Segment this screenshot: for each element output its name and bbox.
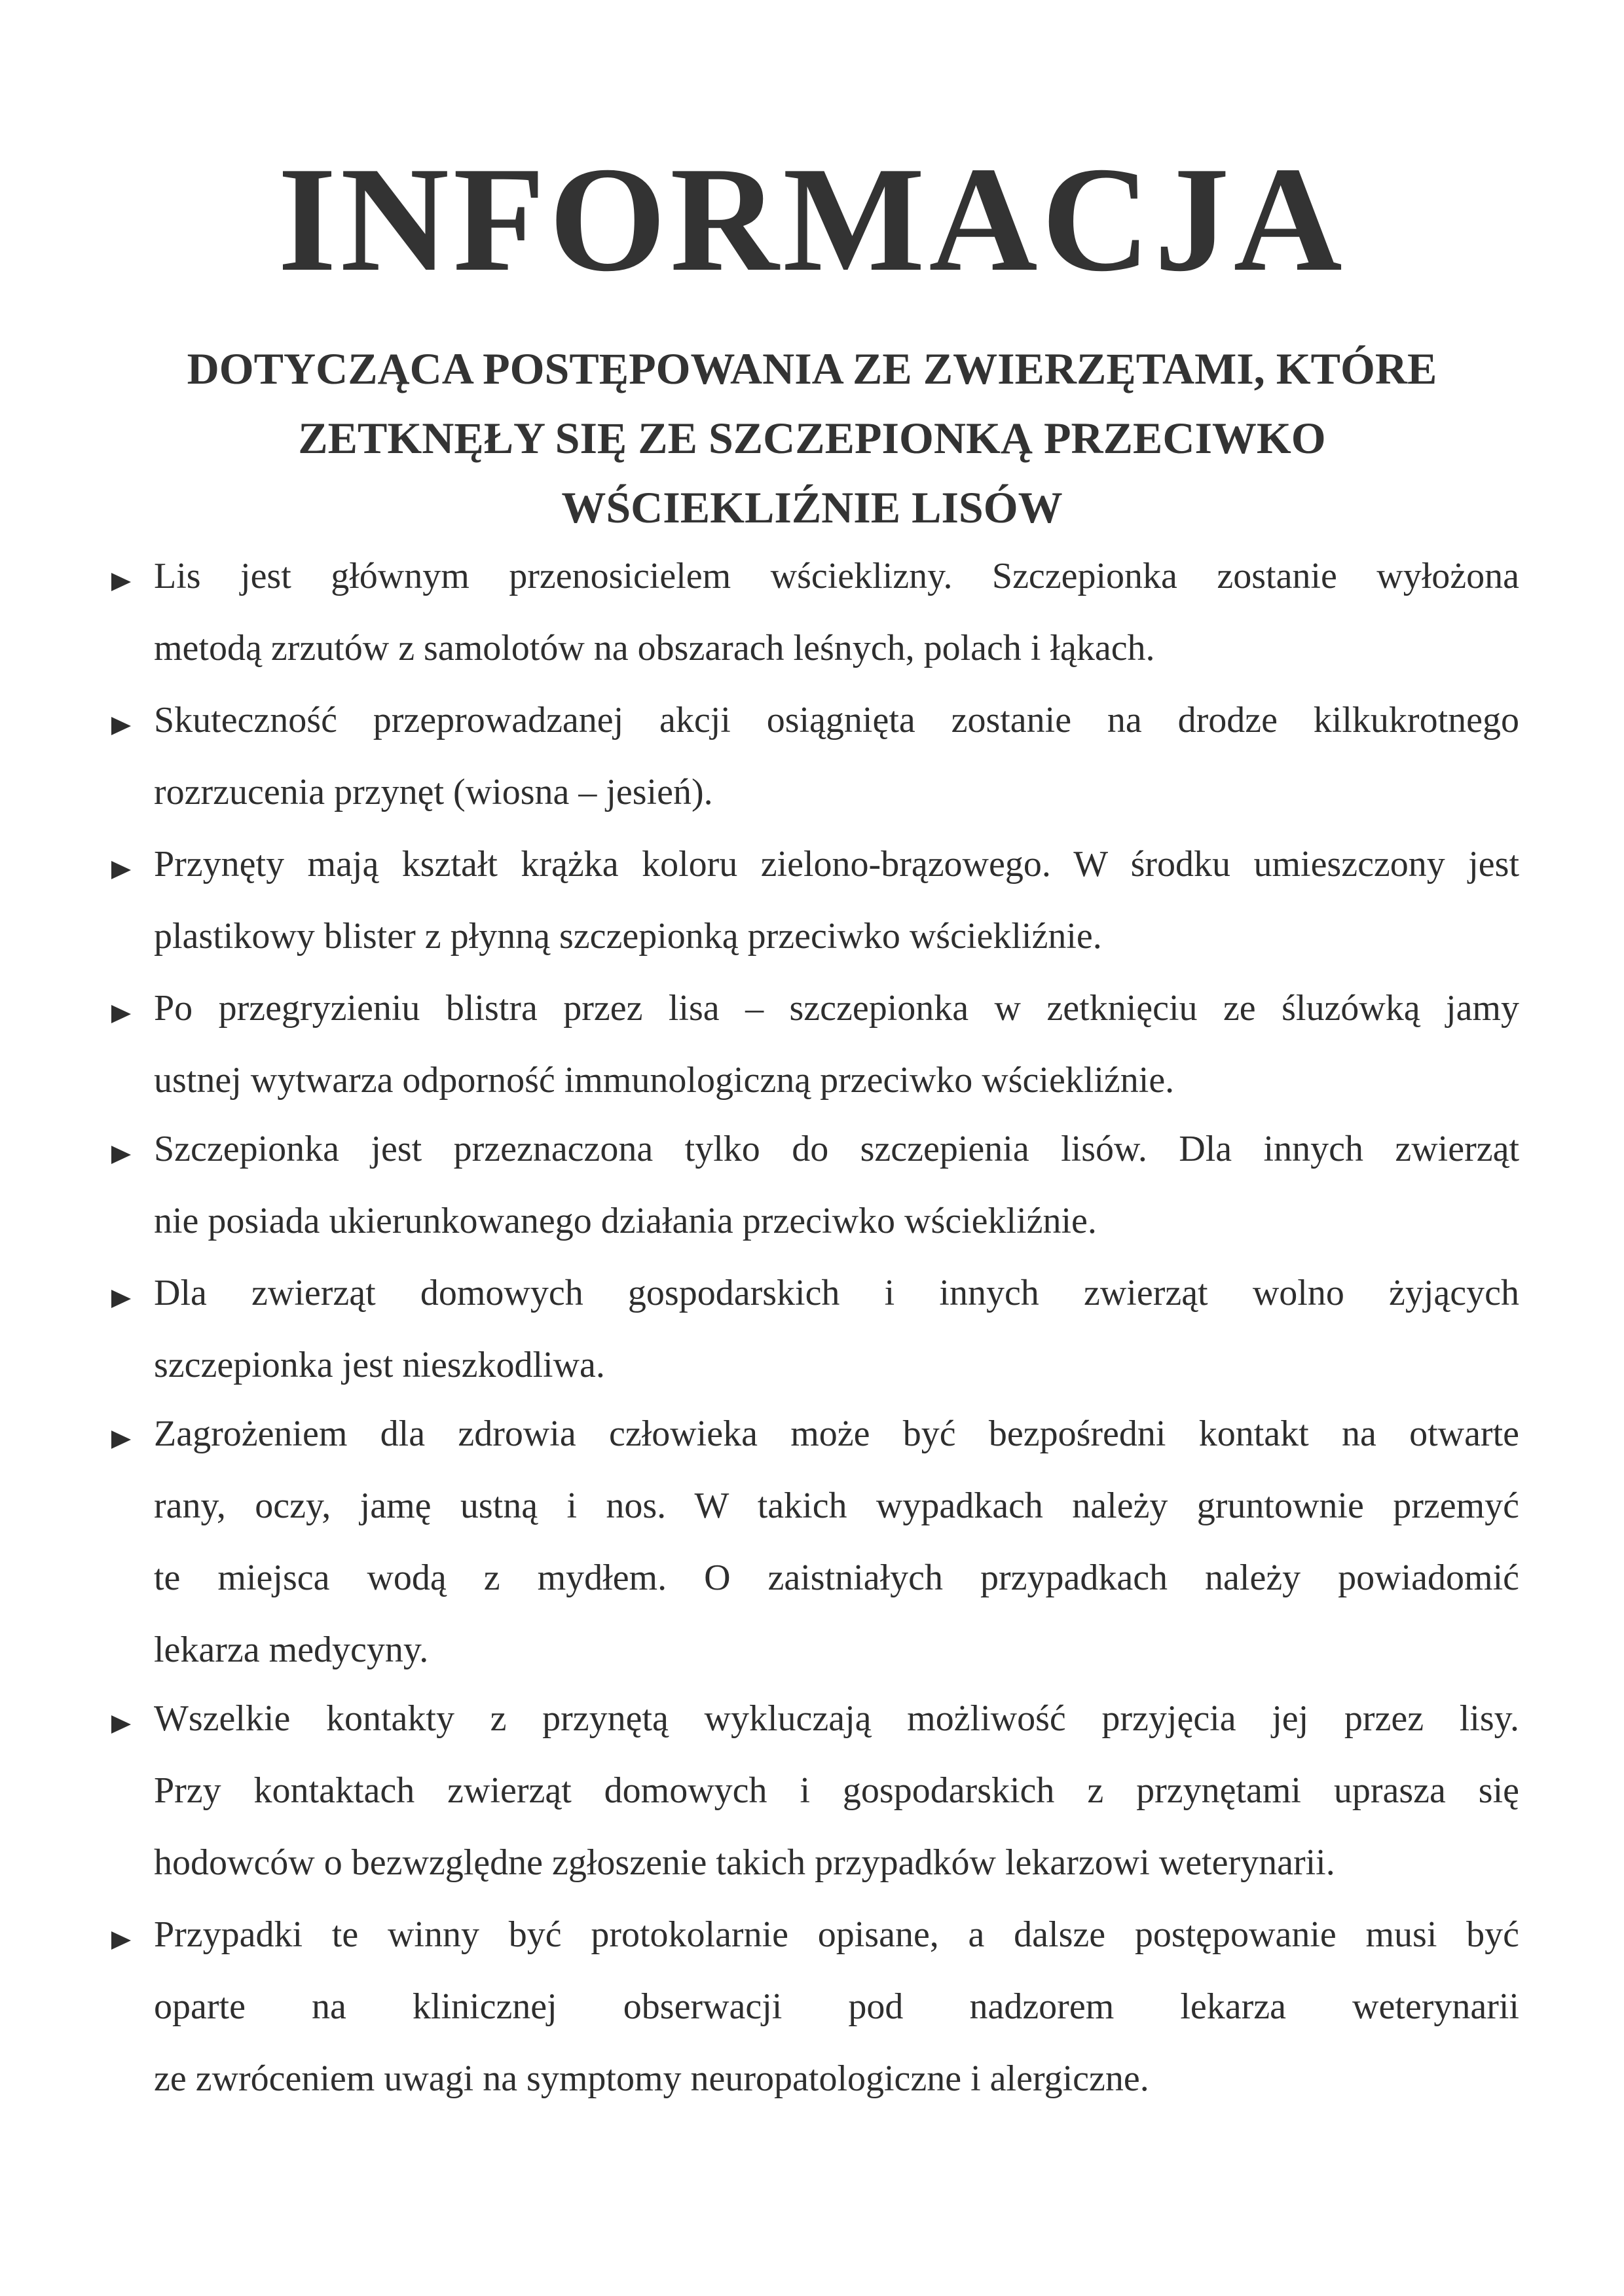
point-line: hodowców o bezwzględne zgłoszenie takich przypadków lekarzowi weterynarii. (154, 1842, 1335, 1883)
point-line: Po przegryzieniu blistra przez lisa – szczepionka w zetknięciu ze śluzówką jamy (154, 988, 1519, 1029)
point-line: Lis jest głównym przenosicielem wścieklizny. Szczepionka zostanie wyłożona (154, 556, 1519, 596)
point-line: Szczepionka jest przeznaczona tylko do szczepienia lisów. Dla innych zwierząt (154, 1129, 1519, 1169)
point-line: metodą zrzutów z samolotów na obszarach leśnych, polach i łąkach. (154, 628, 1155, 668)
point-line: Dla zwierząt domowych gospodarskich i innych zwierząt wolno żyjących (154, 1273, 1519, 1313)
point-line: nie posiada ukierunkowanego działania przeciwko wściekliźnie. (154, 1201, 1097, 1241)
point-line: te miejsca wodą z mydłem. O zaistniałych przypadkach należy powiadomić (154, 1558, 1519, 1598)
point-line: ze zwróceniem uwagi na symptomy neuropatologiczne i alergiczne. (154, 2058, 1149, 2099)
point-line: oparte na klinicznej obserwacji pod nadzorem lekarza weterynarii (154, 1986, 1519, 2027)
point-line: plastikowy blister z płynną szczepionką przeciwko wściekliźnie. (154, 916, 1102, 957)
point-line: rozrzucenia przynęt (wiosna – jesień). (154, 772, 713, 812)
arrow-bullet-icon (111, 1430, 131, 1449)
point-line: Przynęty mają kształt krążka koloru zielono-brązowego. W środku umieszczony jest (154, 844, 1519, 884)
point-line: Zagrożeniem dla zdrowia człowieka może być bezpośredni kontakt na otwarte (154, 1413, 1519, 1454)
subtitle-line: DOTYCZĄCA POSTĘPOWANIA ZE ZWIERZĘTAMI, KTÓRE (187, 344, 1437, 393)
document-title: INFORMACJA (278, 136, 1346, 302)
point-line: Przy kontaktach zwierząt domowych i gospodarskich z przynętami uprasza się (154, 1770, 1519, 1811)
arrow-bullet-icon (111, 1146, 131, 1164)
point-line: lekarza medycyny. (154, 1630, 429, 1670)
point-line: Skuteczność przeprowadzanej akcji osiągnięta zostanie na drodze kilkukrotnego (154, 700, 1519, 740)
arrow-bullet-icon (111, 861, 131, 879)
arrow-bullet-icon (111, 573, 131, 591)
arrow-bullet-icon (111, 1715, 131, 1734)
subtitle-line: WŚCIEKLIŹNIE LISÓW (561, 483, 1063, 532)
point-line: Wszelkie kontakty z przynętą wykluczają możliwość przyjęcia jej przez lisy. (154, 1698, 1519, 1739)
subtitle-line: ZETKNĘŁY SIĘ ZE SZCZEPIONKĄ PRZECIWKO (298, 413, 1326, 463)
arrow-bullet-icon (111, 717, 131, 735)
point-line: szczepionka jest nieszkodliwa. (154, 1345, 605, 1385)
point-line: rany, oczy, jamę ustną i nos. W takich wypadkach należy gruntownie przemyć (154, 1485, 1519, 1526)
point-line: ustnej wytwarza odporność immunologiczną przeciwko wściekliźnie. (154, 1060, 1175, 1101)
point-line: Przypadki te winny być protokolarnie opisane, a dalsze postępowanie musi być (154, 1914, 1519, 1955)
arrow-bullet-icon (111, 1290, 131, 1308)
arrow-bullet-icon (111, 1931, 131, 1950)
arrow-bullet-icon (111, 1005, 131, 1023)
